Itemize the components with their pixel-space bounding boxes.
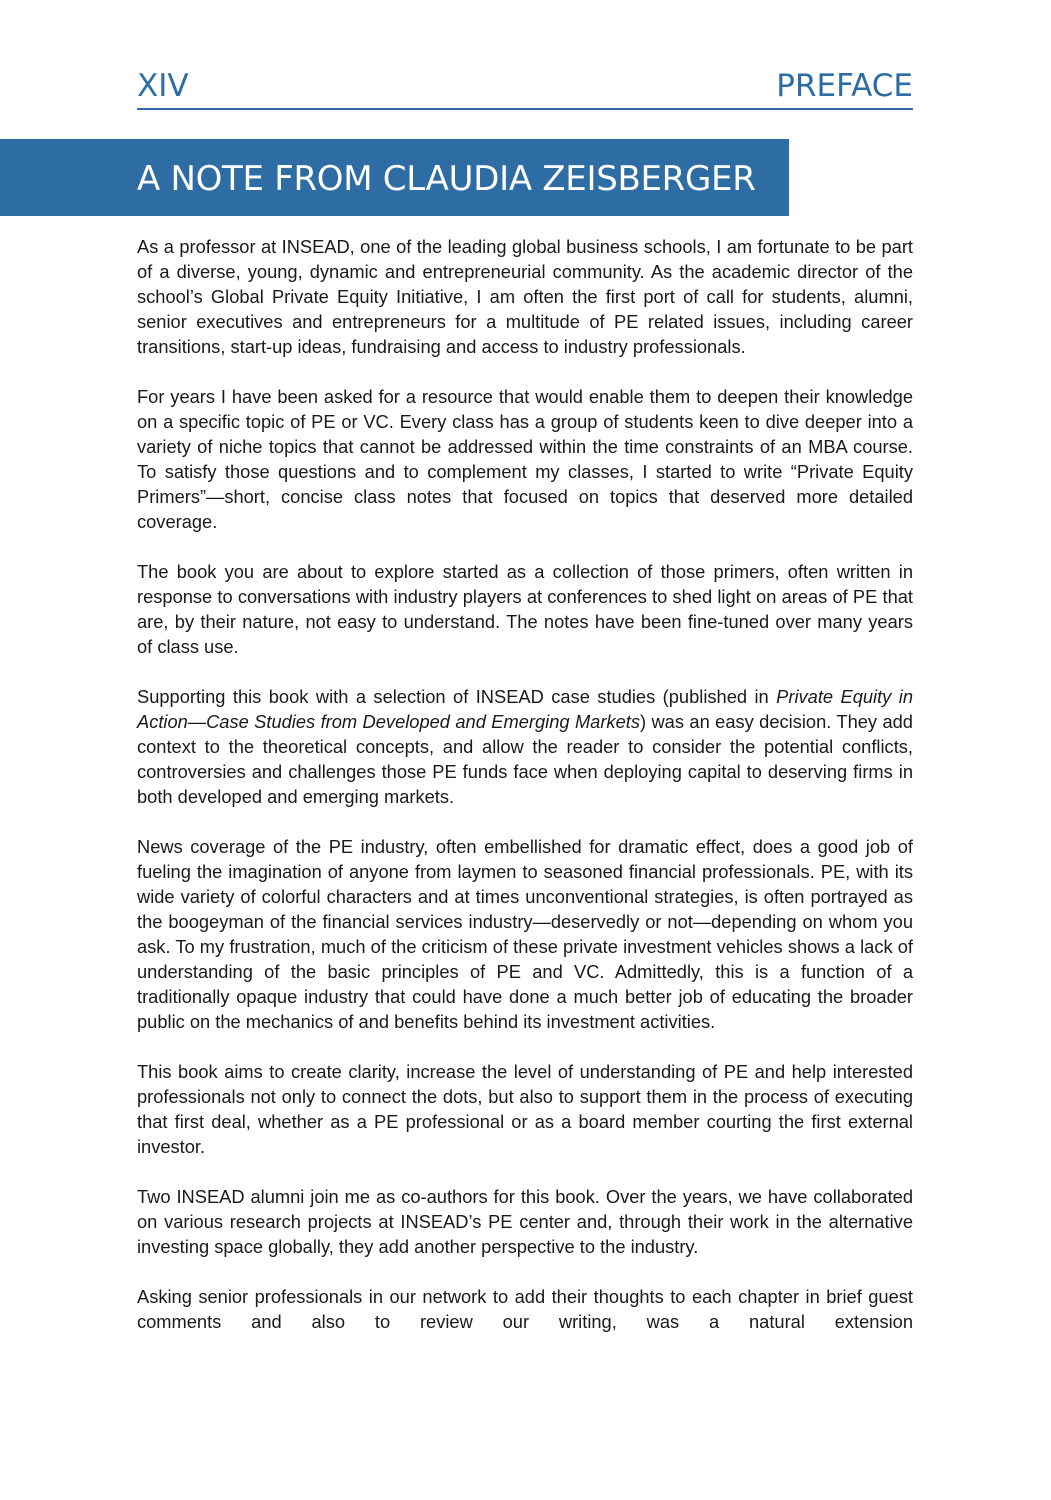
paragraph-6: This book aims to create clarity, increase the level of understanding of PE and help interested professionals not only to connect the dots, but also to support them in the process of executing that first deal, whether as a PE professional or as a board member courting the first external investor.: [137, 1061, 913, 1157]
page-number: XIV: [137, 68, 189, 104]
title-band: [0, 139, 789, 216]
paragraph-3: The book you are about to explore started as a collection of those primers, often written in response to conversations with industry players at conferences to shed light on areas of PE that are, by their nature, not easy to understand. The notes have been fine-tuned over many years of class use.: [137, 561, 913, 657]
paragraph-2: For years I have been asked for a resource that would enable them to deepen their knowledge on a specific topic of PE or VC. Every class has a group of students keen to dive deeper into a variety of niche topics that cannot be addressed within the time constraints of an MBA course. To satisfy those questions and to complement my classes, I started to write “Private Equity Primers”—short, concise class notes that focused on topics that deserved more detailed coverage.: [137, 386, 913, 532]
chapter-title: A NOTE FROM CLAUDIA ZEISBERGER: [137, 159, 756, 199]
paragraph-4-text-start: Supporting this book with a selection of INSEAD case studies (published in: [137, 686, 777, 707]
paragraph-8: Asking senior professionals in our network to add their thoughts to each chapter in brief guest comments and also to review our writing, was a natural extension: [137, 1286, 913, 1332]
paragraph-4: [137, 684, 913, 809]
book-title-italic: Private Equity in Action—Case Studies from Developed and Emerging Markets: [137, 686, 914, 732]
page-header: [137, 62, 913, 110]
paragraph-1: As a professor at INSEAD, one of the leading global business schools, I am fortunate to be part of a diverse, young, dynamic and entrepreneurial community. As the academic director of the school’s Global Private Equity Initiative, I am often the first port of call for students, alumni, senior executives and entrepreneurs for a multitude of PE related issues, including career transitions, start-up ideas, fundraising and access to industry professionals.: [137, 236, 913, 357]
paragraph-7: Two INSEAD alumni join me as co-authors for this book. Over the years, we have collaborated on various research projects at INSEAD’s PE center and, through their work in the alternative investing space globally, they add another perspective to the industry.: [137, 1186, 913, 1257]
paragraph-5: News coverage of the PE industry, often embellished for dramatic effect, does a good job of fueling the imagination of anyone from laymen to seasoned financial professionals. PE, with its wide variety of colorful characters and at times unconventional strategies, is often portrayed as the boogeyman of the financial services industry—deservedly or not—depending on whom you ask. To my frustration, much of the criticism of these private investment vehicles shows a lack of understanding of the basic principles of PE and VC. Admittedly, this is a function of a traditionally opaque industry that could have done a much better job of educating the broader public on the mechanics of and benefits behind its investment activities.: [137, 836, 913, 1032]
paragraph-4-text-end: ) was an easy decision. They add context to the theoretical concepts, and allow the reader to consider the potential conflicts, controversies and challenges those PE funds face when deploying capital to deserving firms in both developed and emerging markets.: [137, 711, 913, 807]
section-label: PREFACE: [776, 68, 913, 104]
body-text: [137, 234, 913, 1359]
